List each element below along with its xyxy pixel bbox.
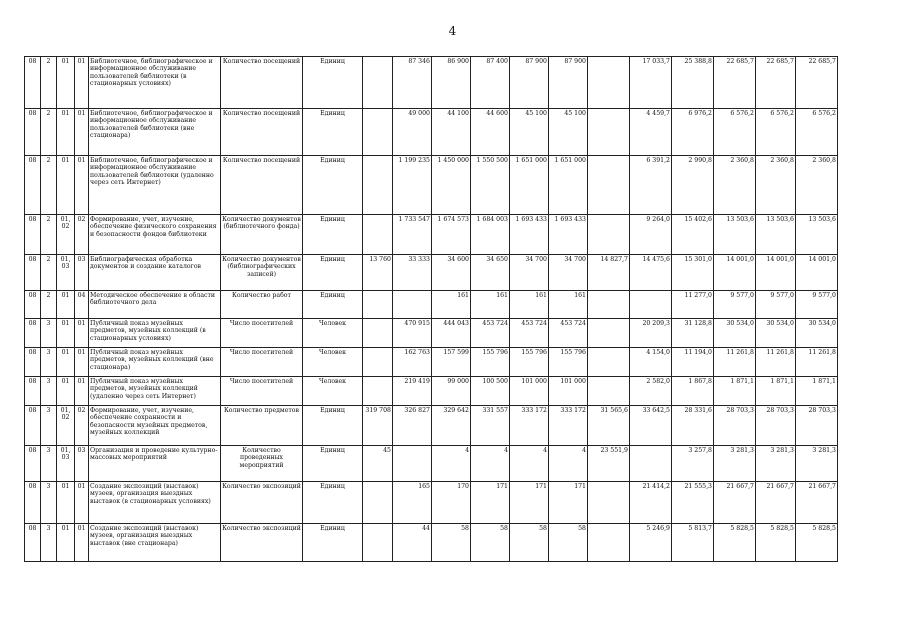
volume-value-3: 44 100 — [432, 109, 471, 156]
unit-cell: Единиц — [303, 446, 363, 482]
finance-value-4: 13 503,6 — [714, 215, 756, 255]
code-group-cell: 01 — [57, 57, 75, 109]
volume-value-2: 33 333 — [393, 255, 432, 291]
finance-value-1 — [588, 377, 630, 406]
volume-value-1 — [363, 57, 393, 109]
unit-cell: Единиц — [303, 109, 363, 156]
code-section-cell: 08 — [25, 446, 41, 482]
unit-cell: Единиц — [303, 524, 363, 562]
volume-value-6: 161 — [549, 291, 588, 319]
volume-value-5: 45 100 — [510, 109, 549, 156]
volume-value-6: 333 172 — [549, 406, 588, 446]
volume-value-5: 171 — [510, 482, 549, 524]
finance-value-5: 28 703,3 — [756, 406, 796, 446]
code-item-cell: 03 — [75, 446, 89, 482]
code-subsection-cell: 3 — [41, 446, 57, 482]
finance-value-2: 17 033,7 — [630, 57, 672, 109]
finance-value-5: 21 667,7 — [756, 482, 796, 524]
service-name-cell: Создание экспозиций (выставок) музеев, организация выездных выставок (вне стационара) — [89, 524, 221, 562]
finance-value-3: 28 331,6 — [672, 406, 714, 446]
code-subsection-cell: 2 — [41, 156, 57, 215]
indicator-cell: Число посетителей — [221, 319, 303, 348]
code-subsection-cell: 3 — [41, 406, 57, 446]
volume-value-5: 4 — [510, 446, 549, 482]
service-name-cell: Библиографическая обработка документов и создание каталогов — [89, 255, 221, 291]
code-subsection-cell: 2 — [41, 57, 57, 109]
indicator-cell: Количество посещений — [221, 57, 303, 109]
code-section-cell: 08 — [25, 255, 41, 291]
finance-value-2 — [630, 291, 672, 319]
code-subsection-cell: 2 — [41, 215, 57, 255]
finance-value-4: 9 577,0 — [714, 291, 756, 319]
volume-value-4: 171 — [471, 482, 510, 524]
table-row — [25, 156, 838, 215]
code-item-cell: 03 — [75, 255, 89, 291]
volume-value-2: 1 733 547 — [393, 215, 432, 255]
code-group-cell: 01 — [57, 109, 75, 156]
service-name-cell: Организация и проведение культурно-массовых мероприятий — [89, 446, 221, 482]
finance-value-6: 30 534,0 — [796, 319, 838, 348]
volume-value-5: 1 651 000 — [510, 156, 549, 215]
code-group-cell: 01 — [57, 524, 75, 562]
service-name-cell: Методическое обеспечение в области библиотечного дела — [89, 291, 221, 319]
finance-value-1 — [588, 319, 630, 348]
code-subsection-cell: 2 — [41, 291, 57, 319]
volume-value-5: 1 693 433 — [510, 215, 549, 255]
volume-value-4: 155 796 — [471, 348, 510, 377]
volume-value-1 — [363, 291, 393, 319]
volume-value-6: 58 — [549, 524, 588, 562]
finance-value-4: 2 360,8 — [714, 156, 756, 215]
volume-value-2: 1 199 235 — [393, 156, 432, 215]
code-item-cell: 01 — [75, 156, 89, 215]
finance-value-2: 20 209,3 — [630, 319, 672, 348]
finance-value-1 — [588, 156, 630, 215]
finance-value-4: 22 685,7 — [714, 57, 756, 109]
volume-value-4: 161 — [471, 291, 510, 319]
finance-value-5: 6 576,2 — [756, 109, 796, 156]
finance-value-2: 4 459,7 — [630, 109, 672, 156]
volume-value-5: 453 724 — [510, 319, 549, 348]
code-item-cell: 01 — [75, 524, 89, 562]
table-row — [25, 406, 838, 446]
finance-value-4: 6 576,2 — [714, 109, 756, 156]
unit-cell: Единиц — [303, 215, 363, 255]
code-item-cell: 01 — [75, 109, 89, 156]
finance-value-3: 21 555,3 — [672, 482, 714, 524]
service-name-cell: Публичный показ музейных предметов, музейных коллекций (в стационарных условиях) — [89, 319, 221, 348]
volume-value-2 — [393, 291, 432, 319]
volume-value-4: 1 684 003 — [471, 215, 510, 255]
volume-value-1 — [363, 524, 393, 562]
indicator-cell: Количество экспозиций — [221, 482, 303, 524]
finance-value-2: 2 582,0 — [630, 377, 672, 406]
volume-value-4: 331 557 — [471, 406, 510, 446]
indicator-cell: Количество документов (библиографических записей) — [221, 255, 303, 291]
finance-value-3: 6 976,2 — [672, 109, 714, 156]
finance-value-5: 1 871,1 — [756, 377, 796, 406]
volume-value-6: 45 100 — [549, 109, 588, 156]
volume-value-4: 1 550 500 — [471, 156, 510, 215]
finance-value-5: 2 360,8 — [756, 156, 796, 215]
volume-value-2: 219 419 — [393, 377, 432, 406]
volume-value-3: 86 900 — [432, 57, 471, 109]
volume-value-6: 1 651 000 — [549, 156, 588, 215]
service-name-cell: Публичный показ музейных предметов, музейных коллекций (вне стационара) — [89, 348, 221, 377]
finance-value-3: 25 388,8 — [672, 57, 714, 109]
finance-value-1: 23 551,9 — [588, 446, 630, 482]
code-item-cell: 02 — [75, 215, 89, 255]
finance-value-2: 14 475,6 — [630, 255, 672, 291]
volume-value-2: 162 763 — [393, 348, 432, 377]
code-subsection-cell: 3 — [41, 319, 57, 348]
volume-value-3: 99 000 — [432, 377, 471, 406]
finance-value-6: 5 828,5 — [796, 524, 838, 562]
code-section-cell: 08 — [25, 291, 41, 319]
table-row — [25, 255, 838, 291]
volume-value-5: 34 700 — [510, 255, 549, 291]
finance-value-3: 11 194,0 — [672, 348, 714, 377]
finance-value-1 — [588, 109, 630, 156]
volume-value-5: 161 — [510, 291, 549, 319]
finance-value-5: 22 685,7 — [756, 57, 796, 109]
indicator-cell: Число посетителей — [221, 348, 303, 377]
code-item-cell: 01 — [75, 377, 89, 406]
code-item-cell: 02 — [75, 406, 89, 446]
volume-value-3: 157 599 — [432, 348, 471, 377]
volume-value-1 — [363, 377, 393, 406]
indicator-cell: Количество работ — [221, 291, 303, 319]
volume-value-4: 4 — [471, 446, 510, 482]
indicator-cell: Число посетителей — [221, 377, 303, 406]
table-row — [25, 319, 838, 348]
unit-cell: Человек — [303, 319, 363, 348]
finance-value-2: 21 414,2 — [630, 482, 672, 524]
finance-value-2: 33 642,5 — [630, 406, 672, 446]
code-item-cell: 01 — [75, 348, 89, 377]
volume-value-1 — [363, 156, 393, 215]
volume-value-2 — [393, 446, 432, 482]
finance-value-3: 3 257,8 — [672, 446, 714, 482]
code-section-cell: 08 — [25, 524, 41, 562]
volume-value-5: 101 000 — [510, 377, 549, 406]
volume-value-5: 58 — [510, 524, 549, 562]
finance-value-3: 1 867,8 — [672, 377, 714, 406]
volume-value-6: 453 724 — [549, 319, 588, 348]
finance-value-4: 5 828,5 — [714, 524, 756, 562]
finance-value-3: 11 277,0 — [672, 291, 714, 319]
volume-value-3: 1 450 000 — [432, 156, 471, 215]
code-subsection-cell: 2 — [41, 255, 57, 291]
volume-value-1 — [363, 215, 393, 255]
table-row — [25, 215, 838, 255]
code-item-cell: 01 — [75, 319, 89, 348]
service-name-cell: Формирование, учет, изучение, обеспечение сохранности и безопасности музейных предметов, музейных коллекций — [89, 406, 221, 446]
finance-value-6: 9 577,0 — [796, 291, 838, 319]
unit-cell: Человек — [303, 348, 363, 377]
page-number: 4 — [448, 24, 457, 38]
volume-value-2: 326 827 — [393, 406, 432, 446]
code-subsection-cell: 3 — [41, 377, 57, 406]
volume-value-3: 170 — [432, 482, 471, 524]
volume-value-6: 155 796 — [549, 348, 588, 377]
finance-value-6: 1 871,1 — [796, 377, 838, 406]
finance-value-1 — [588, 482, 630, 524]
volume-value-4: 453 724 — [471, 319, 510, 348]
volume-value-5: 87 900 — [510, 57, 549, 109]
volume-value-3: 161 — [432, 291, 471, 319]
code-section-cell: 08 — [25, 156, 41, 215]
table-body — [25, 57, 838, 562]
unit-cell: Человек — [303, 377, 363, 406]
finance-value-2: 4 154,0 — [630, 348, 672, 377]
table-row — [25, 57, 838, 109]
code-item-cell: 01 — [75, 482, 89, 524]
volume-value-3: 58 — [432, 524, 471, 562]
code-group-cell: 01 — [57, 291, 75, 319]
code-subsection-cell: 3 — [41, 524, 57, 562]
volume-value-1 — [363, 319, 393, 348]
volume-value-6: 87 900 — [549, 57, 588, 109]
finance-value-5: 5 828,5 — [756, 524, 796, 562]
finance-value-1 — [588, 291, 630, 319]
volume-value-6: 1 693 433 — [549, 215, 588, 255]
finance-value-6: 14 001,0 — [796, 255, 838, 291]
service-name-cell: Формирование, учет, изучение, обеспечение физического сохранения и безопасности фондов библиотеки — [89, 215, 221, 255]
indicator-cell: Количество предметов — [221, 406, 303, 446]
table-row — [25, 524, 838, 562]
volume-value-3: 1 674 573 — [432, 215, 471, 255]
indicator-cell: Количество посещений — [221, 109, 303, 156]
indicator-cell: Количество экспозиций — [221, 524, 303, 562]
volume-value-5: 155 796 — [510, 348, 549, 377]
indicator-cell: Количество проведенных мероприятий — [221, 446, 303, 482]
finance-value-5: 14 001,0 — [756, 255, 796, 291]
code-section-cell: 08 — [25, 377, 41, 406]
finance-value-5: 3 281,3 — [756, 446, 796, 482]
finance-value-2 — [630, 446, 672, 482]
finance-value-4: 1 871,1 — [714, 377, 756, 406]
finance-value-5: 11 261,8 — [756, 348, 796, 377]
volume-value-6: 101 000 — [549, 377, 588, 406]
volume-value-4: 34 650 — [471, 255, 510, 291]
code-group-cell: 01, 02 — [57, 406, 75, 446]
finance-value-4: 3 281,3 — [714, 446, 756, 482]
finance-value-5: 9 577,0 — [756, 291, 796, 319]
code-subsection-cell: 3 — [41, 482, 57, 524]
volume-value-1 — [363, 348, 393, 377]
volume-value-4: 58 — [471, 524, 510, 562]
finance-value-1: 14 827,7 — [588, 255, 630, 291]
table-row — [25, 291, 838, 319]
volume-value-6: 171 — [549, 482, 588, 524]
service-name-cell: Библиотечное, библиографическое и информационное обслуживание пользователей библиотеки (вне стационара) — [89, 109, 221, 156]
unit-cell: Единиц — [303, 255, 363, 291]
volume-value-3: 444 043 — [432, 319, 471, 348]
service-name-cell: Библиотечное, библиографическое и информационное обслуживание пользователей библиотеки (удаленно через сеть Интернет) — [89, 156, 221, 215]
volume-value-1: 319 708 — [363, 406, 393, 446]
finance-value-3: 15 301,0 — [672, 255, 714, 291]
finance-value-4: 30 534,0 — [714, 319, 756, 348]
finance-value-4: 14 001,0 — [714, 255, 756, 291]
finance-value-6: 13 503,6 — [796, 215, 838, 255]
unit-cell: Единиц — [303, 156, 363, 215]
code-group-cell: 01 — [57, 319, 75, 348]
code-section-cell: 08 — [25, 319, 41, 348]
unit-cell: Единиц — [303, 57, 363, 109]
finance-value-6: 28 703,3 — [796, 406, 838, 446]
code-group-cell: 01, 03 — [57, 446, 75, 482]
service-name-cell: Библиотечное, библиографическое и информационное обслуживание пользователей библиотеки (в стационарных условиях) — [89, 57, 221, 109]
code-group-cell: 01 — [57, 482, 75, 524]
indicator-cell: Количество документов (библиотечного фонда) — [221, 215, 303, 255]
table-row — [25, 348, 838, 377]
code-section-cell: 08 — [25, 109, 41, 156]
finance-value-6: 3 281,3 — [796, 446, 838, 482]
code-group-cell: 01, 02 — [57, 215, 75, 255]
service-name-cell: Публичный показ музейных предметов, музейных коллекций (удаленно через сеть Интернет) — [89, 377, 221, 406]
finance-value-2: 9 264,0 — [630, 215, 672, 255]
volume-value-4: 44 600 — [471, 109, 510, 156]
code-group-cell: 01 — [57, 348, 75, 377]
volume-value-1 — [363, 482, 393, 524]
finance-value-1 — [588, 215, 630, 255]
code-section-cell: 08 — [25, 57, 41, 109]
volume-value-5: 333 172 — [510, 406, 549, 446]
volume-value-3: 4 — [432, 446, 471, 482]
finance-value-6: 22 685,7 — [796, 57, 838, 109]
table-row — [25, 377, 838, 406]
code-section-cell: 08 — [25, 348, 41, 377]
finance-value-2: 6 391,2 — [630, 156, 672, 215]
volume-value-4: 100 500 — [471, 377, 510, 406]
code-group-cell: 01 — [57, 377, 75, 406]
code-section-cell: 08 — [25, 215, 41, 255]
volume-value-6: 4 — [549, 446, 588, 482]
code-item-cell: 01 — [75, 57, 89, 109]
code-group-cell: 01, 03 — [57, 255, 75, 291]
finance-value-4: 28 703,3 — [714, 406, 756, 446]
unit-cell: Единиц — [303, 406, 363, 446]
finance-value-1 — [588, 348, 630, 377]
finance-value-6: 2 360,8 — [796, 156, 838, 215]
volume-value-2: 44 — [393, 524, 432, 562]
finance-value-3: 31 128,8 — [672, 319, 714, 348]
finance-value-1 — [588, 57, 630, 109]
finance-value-3: 5 813,7 — [672, 524, 714, 562]
volume-value-2: 49 000 — [393, 109, 432, 156]
finance-value-3: 2 990,8 — [672, 156, 714, 215]
volume-value-2: 165 — [393, 482, 432, 524]
finance-value-3: 15 402,6 — [672, 215, 714, 255]
service-indicators-table — [24, 56, 838, 562]
finance-value-5: 13 503,6 — [756, 215, 796, 255]
finance-value-6: 11 261,8 — [796, 348, 838, 377]
finance-value-1 — [588, 524, 630, 562]
table-row — [25, 446, 838, 482]
table-row — [25, 109, 838, 156]
volume-value-3: 34 600 — [432, 255, 471, 291]
volume-value-1 — [363, 109, 393, 156]
code-section-cell: 08 — [25, 406, 41, 446]
finance-value-2: 5 246,9 — [630, 524, 672, 562]
code-group-cell: 01 — [57, 156, 75, 215]
volume-value-1: 13 760 — [363, 255, 393, 291]
volume-value-2: 470 915 — [393, 319, 432, 348]
service-name-cell: Создание экспозиций (выставок) музеев, организация выездных выставок (в стационарных условиях) — [89, 482, 221, 524]
code-item-cell: 04 — [75, 291, 89, 319]
finance-value-1: 31 565,6 — [588, 406, 630, 446]
finance-value-6: 21 667,7 — [796, 482, 838, 524]
code-subsection-cell: 2 — [41, 109, 57, 156]
finance-value-5: 30 534,0 — [756, 319, 796, 348]
code-section-cell: 08 — [25, 482, 41, 524]
volume-value-1: 45 — [363, 446, 393, 482]
volume-value-2: 87 346 — [393, 57, 432, 109]
indicator-cell: Количество посещений — [221, 156, 303, 215]
volume-value-6: 34 700 — [549, 255, 588, 291]
unit-cell: Единиц — [303, 291, 363, 319]
finance-value-6: 6 576,2 — [796, 109, 838, 156]
finance-value-4: 11 261,8 — [714, 348, 756, 377]
unit-cell: Единиц — [303, 482, 363, 524]
code-subsection-cell: 3 — [41, 348, 57, 377]
volume-value-3: 329 642 — [432, 406, 471, 446]
table-row — [25, 482, 838, 524]
volume-value-4: 87 400 — [471, 57, 510, 109]
finance-value-4: 21 667,7 — [714, 482, 756, 524]
